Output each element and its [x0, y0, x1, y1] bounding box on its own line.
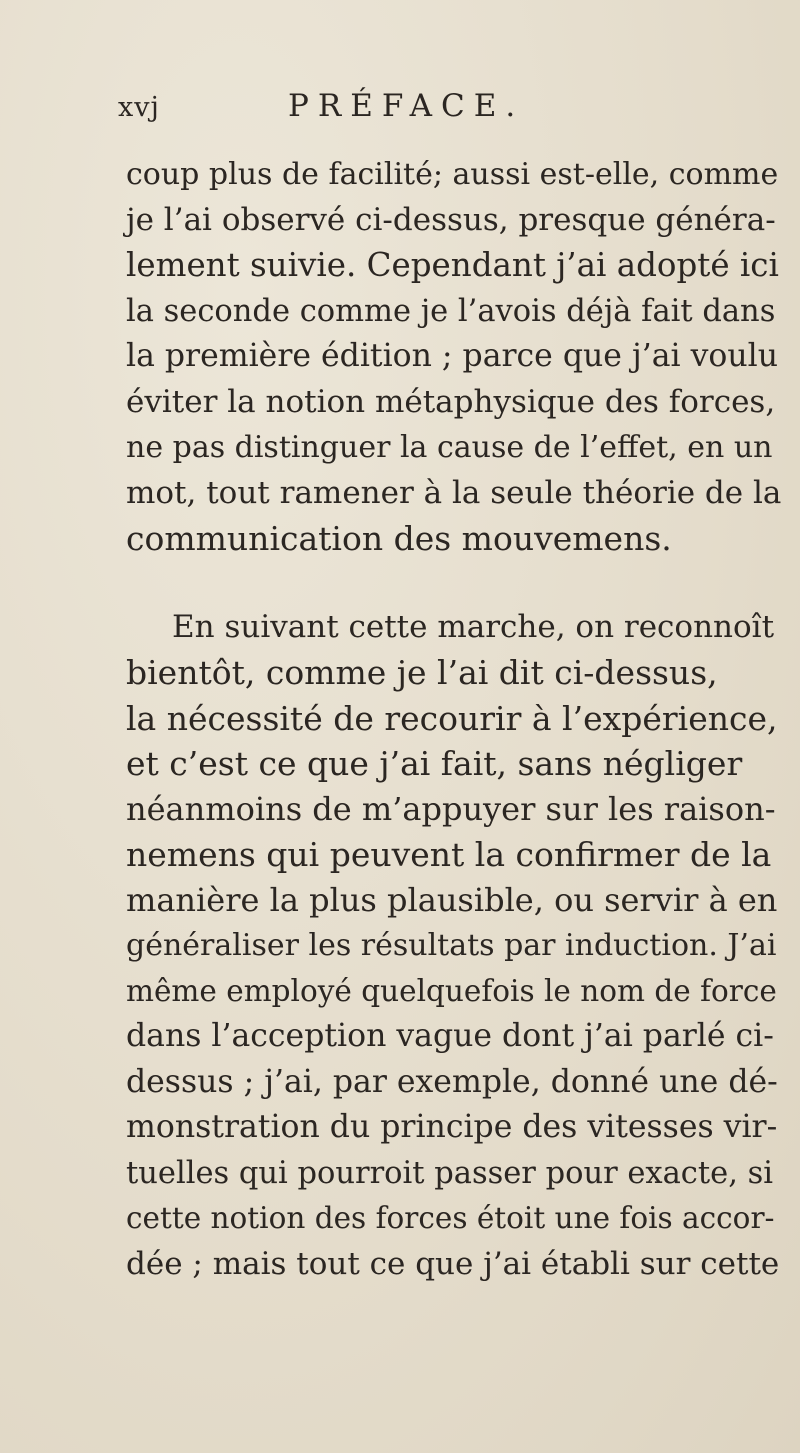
body-text — [126, 152, 786, 1287]
running-head — [118, 86, 678, 136]
text-line: dessus ; j’ai, par exemple, donné une dé- — [126, 1063, 778, 1100]
running-title: PRÉFACE. — [288, 88, 525, 124]
text-line: et c’est ce que j’ai fait, sans négliger — [126, 744, 743, 783]
text-line: monstration du principe des vitesses vir- — [126, 1109, 778, 1145]
text-line: manière la plus plausible, ou servir à en — [126, 880, 778, 919]
text-line: la première édition ; parce que j’ai voulu — [126, 338, 778, 374]
text-line: En suivant cette marche, on reconnoît — [172, 608, 775, 645]
text-line: tuelles qui pourroit passer pour exacte, si — [126, 1155, 773, 1191]
text-line: lement suivie. Cependant j’ai adopté ici — [126, 246, 779, 284]
text-line: même employé quelquefois le nom de force — [126, 973, 777, 1008]
text-line: nemens qui peuvent la confirmer de la — [126, 835, 772, 874]
text-line: dans l’acception vague dont j’ai parlé ci- — [126, 1018, 774, 1054]
paragraph-2 — [126, 605, 786, 1288]
paragraph-1 — [126, 152, 786, 562]
text-line: cette notion des forces étoit une fois accor- — [126, 1201, 775, 1235]
text-line: mot, tout ramener à la seule théorie de la — [126, 474, 782, 511]
text-line: généraliser les résultats par induction. J’ai — [126, 928, 777, 963]
text-line: néanmoins de m’appuyer sur les raison- — [126, 789, 776, 828]
text-line: communication des mouvemens. — [126, 519, 672, 558]
text-line: dée ; mais tout ce que j’ai établi sur cette — [126, 1245, 780, 1282]
text-line: je l’ai observé ci-dessus, presque généra- — [126, 201, 776, 238]
text-line: éviter la notion métaphysique des forces, — [126, 383, 776, 420]
text-line: ne pas distinguer la cause de l’effet, en un — [126, 430, 773, 465]
text-line: bientôt, comme je l’ai dit ci-dessus, — [126, 653, 718, 692]
text-line: la nécessité de recourir à l’expérience, — [126, 698, 778, 738]
page-number: xvj — [118, 92, 160, 123]
text-line: coup plus de facilité; aussi est-elle, comme — [126, 157, 779, 192]
text-line: la seconde comme je l’avois déjà fait dans — [126, 293, 776, 329]
